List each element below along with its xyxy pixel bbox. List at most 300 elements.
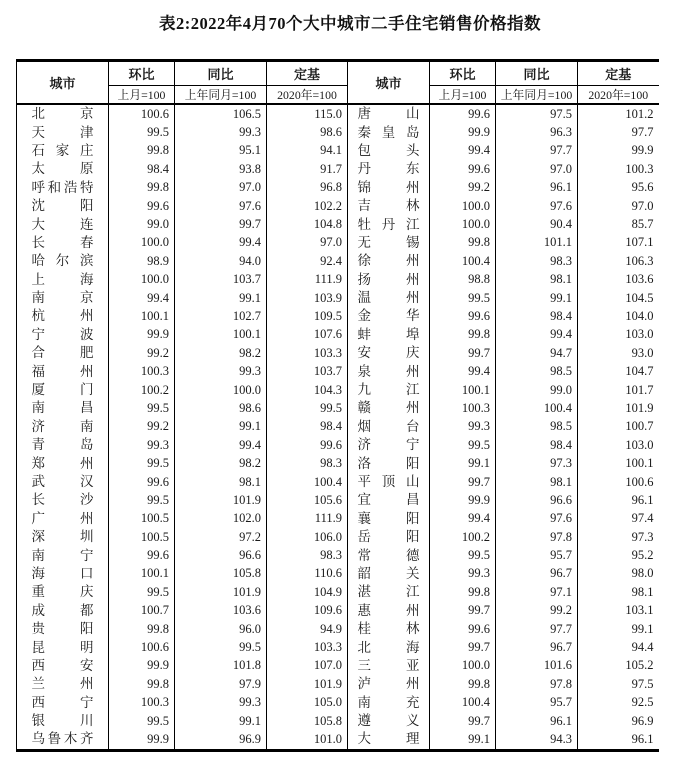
mom-value: 99.9 <box>109 730 175 750</box>
city-name: 唐 山 <box>357 106 420 122</box>
mom-value: 100.6 <box>109 638 175 656</box>
yoy-value: 97.6 <box>496 197 578 215</box>
yoy-value: 93.8 <box>175 160 267 178</box>
fixed-base-value: 107.0 <box>267 657 348 675</box>
yoy-value: 96.6 <box>496 491 578 509</box>
city-cell <box>348 638 430 656</box>
city-cell <box>348 289 430 307</box>
header-city-right: 城市 <box>348 61 430 105</box>
fixed-base-value: 94.9 <box>267 620 348 638</box>
city-cell <box>348 712 430 730</box>
fixed-base-value: 95.6 <box>631 180 654 195</box>
city-name: 丹 东 <box>357 161 420 177</box>
mom-value: 100.5 <box>109 510 175 528</box>
city-cell <box>17 565 109 583</box>
city-cell <box>348 399 430 417</box>
yoy-value: 97.8 <box>496 528 578 546</box>
table-row <box>17 418 659 436</box>
fixed-base-value: 99.9 <box>631 143 654 158</box>
mom-value: 100.0 <box>430 657 496 675</box>
fixed-base-value: 115.0 <box>267 104 348 123</box>
fixed-base-value: 103.3 <box>267 638 348 656</box>
city-cell <box>17 510 109 528</box>
city-cell <box>348 381 430 399</box>
city-name: 厦 门 <box>31 382 94 398</box>
table-row <box>17 142 659 160</box>
yoy-value: 102.7 <box>175 307 267 325</box>
fixed-base-value: 94.4 <box>631 640 654 655</box>
city-cell <box>17 620 109 638</box>
city-cell <box>17 271 109 289</box>
header-mom-left: 环比 <box>109 61 175 86</box>
city-cell <box>17 675 109 693</box>
mom-value: 99.4 <box>109 289 175 307</box>
fixed-base-value: 103.9 <box>267 289 348 307</box>
city-name: 杭 州 <box>31 308 94 324</box>
mom-value: 99.7 <box>430 638 496 656</box>
city-name: 蚌 埠 <box>357 326 420 342</box>
header-fixed-base-left: 2020年=100 <box>267 86 348 105</box>
mom-value: 99.2 <box>109 344 175 362</box>
mom-value: 99.3 <box>430 565 496 583</box>
city-cell <box>17 160 109 178</box>
city-name: 宁 波 <box>31 326 94 342</box>
city-name: 大 连 <box>31 216 94 232</box>
city-name: 广 州 <box>31 510 94 526</box>
table-row <box>17 326 659 344</box>
fixed-base-value: 95.2 <box>631 548 654 563</box>
fixed-base-value: 96.9 <box>631 713 654 728</box>
city-name: 烟 台 <box>357 418 420 434</box>
city-name: 泉 州 <box>357 363 420 379</box>
mom-value: 99.6 <box>430 620 496 638</box>
fixed-base-value: 101.9 <box>267 675 348 693</box>
yoy-value: 99.3 <box>175 694 267 712</box>
city-cell <box>348 473 430 491</box>
city-cell <box>348 694 430 712</box>
yoy-value: 99.3 <box>175 123 267 141</box>
city-name: 湛 江 <box>357 584 420 600</box>
mom-value: 100.5 <box>109 528 175 546</box>
mom-value: 99.0 <box>109 215 175 233</box>
yoy-value: 100.0 <box>175 381 267 399</box>
mom-value: 100.0 <box>430 215 496 233</box>
city-cell <box>17 436 109 454</box>
fixed-base-value: 96.8 <box>267 179 348 197</box>
table-row <box>17 179 659 197</box>
fixed-base-value: 100.3 <box>625 161 654 176</box>
fixed-base-value: 85.7 <box>631 217 654 232</box>
fixed-base-value: 109.6 <box>267 602 348 620</box>
mom-value: 99.5 <box>109 454 175 472</box>
city-cell <box>17 344 109 362</box>
city-name: 昆 明 <box>31 639 94 655</box>
yoy-value: 97.6 <box>175 197 267 215</box>
yoy-value: 98.2 <box>175 344 267 362</box>
mom-value: 99.8 <box>430 234 496 252</box>
table-row <box>17 638 659 656</box>
fixed-base-value: 97.3 <box>631 529 654 544</box>
fixed-base-value: 109.5 <box>267 307 348 325</box>
city-cell <box>348 179 430 197</box>
fixed-base-value: 96.1 <box>631 492 654 507</box>
fixed-base-value: 104.5 <box>625 290 654 305</box>
city-cell <box>348 730 430 750</box>
city-cell <box>348 104 430 123</box>
header-city-left: 城市 <box>17 61 109 105</box>
mom-value: 98.8 <box>430 271 496 289</box>
fixed-base-value: 103.1 <box>625 603 654 618</box>
city-cell <box>17 546 109 564</box>
mom-value: 99.6 <box>430 160 496 178</box>
mom-value: 100.0 <box>430 197 496 215</box>
yoy-value: 98.5 <box>496 418 578 436</box>
city-name: 惠 州 <box>357 602 420 618</box>
table-row <box>17 436 659 454</box>
mom-value: 99.8 <box>109 142 175 160</box>
city-cell <box>348 675 430 693</box>
city-cell <box>17 730 109 750</box>
table-row <box>17 528 659 546</box>
yoy-value: 98.5 <box>496 362 578 380</box>
yoy-value: 96.1 <box>496 179 578 197</box>
yoy-value: 95.7 <box>496 694 578 712</box>
fixed-base-value: 98.3 <box>267 546 348 564</box>
city-name: 济 南 <box>31 418 94 434</box>
city-name: 温 州 <box>357 290 420 306</box>
city-cell <box>348 271 430 289</box>
yoy-value: 98.4 <box>496 436 578 454</box>
city-cell <box>17 712 109 730</box>
fixed-base-value: 110.6 <box>267 565 348 583</box>
yoy-value: 97.6 <box>496 510 578 528</box>
yoy-value: 98.2 <box>175 454 267 472</box>
mom-value: 99.5 <box>109 399 175 417</box>
header-mom-base-left: 上月=100 <box>109 86 175 105</box>
city-cell <box>348 602 430 620</box>
header-yoy-right: 同比 <box>496 61 578 86</box>
table-row <box>17 694 659 712</box>
table-header <box>17 61 659 105</box>
table-row <box>17 362 659 380</box>
city-name: 桂 林 <box>357 621 420 637</box>
city-name: 北 海 <box>357 639 420 655</box>
city-cell <box>348 491 430 509</box>
yoy-value: 101.1 <box>496 234 578 252</box>
mom-value: 99.7 <box>430 344 496 362</box>
city-cell <box>17 418 109 436</box>
city-cell <box>17 528 109 546</box>
city-cell <box>348 583 430 601</box>
table-row <box>17 712 659 730</box>
city-name: 三 亚 <box>357 657 420 673</box>
city-name: 锦 州 <box>357 179 420 195</box>
city-cell <box>348 620 430 638</box>
table-row <box>17 344 659 362</box>
mom-value: 99.5 <box>430 436 496 454</box>
yoy-value: 99.1 <box>175 712 267 730</box>
mom-value: 100.1 <box>109 565 175 583</box>
header-fixed-left: 定基 <box>267 61 348 86</box>
yoy-value: 98.3 <box>496 252 578 270</box>
city-name: 海 口 <box>31 565 94 581</box>
fixed-base-value: 98.1 <box>631 584 654 599</box>
city-name: 南 宁 <box>31 547 94 563</box>
yoy-value: 99.5 <box>175 638 267 656</box>
mom-value: 100.1 <box>109 307 175 325</box>
city-name: 重 庆 <box>31 584 94 600</box>
city-name: 长 沙 <box>31 492 94 508</box>
yoy-value: 97.5 <box>496 104 578 123</box>
yoy-value: 99.0 <box>496 381 578 399</box>
fixed-base-value: 96.1 <box>631 731 654 746</box>
yoy-value: 98.1 <box>175 473 267 491</box>
fixed-base-value: 100.7 <box>625 419 654 434</box>
yoy-value: 99.4 <box>175 436 267 454</box>
mom-value: 99.6 <box>109 197 175 215</box>
mom-value: 99.5 <box>430 289 496 307</box>
fixed-base-value: 94.1 <box>267 142 348 160</box>
mom-value: 99.7 <box>430 473 496 491</box>
fixed-base-value: 97.0 <box>631 198 654 213</box>
city-name: 石 家 庄 <box>31 142 94 158</box>
mom-value: 99.8 <box>430 675 496 693</box>
city-cell <box>348 546 430 564</box>
city-name: 北 京 <box>31 106 94 122</box>
fixed-base-value: 103.3 <box>267 344 348 362</box>
city-cell <box>17 362 109 380</box>
yoy-value: 98.6 <box>175 399 267 417</box>
mom-value: 100.4 <box>430 694 496 712</box>
mom-value: 99.5 <box>109 491 175 509</box>
city-name: 合 肥 <box>31 345 94 361</box>
city-name: 深 圳 <box>31 529 94 545</box>
city-name: 南 充 <box>357 694 420 710</box>
fixed-base-value: 104.9 <box>267 583 348 601</box>
mom-value: 99.8 <box>109 675 175 693</box>
city-name: 常 德 <box>357 547 420 563</box>
city-cell <box>17 215 109 233</box>
city-cell <box>17 381 109 399</box>
city-cell <box>348 436 430 454</box>
mom-value: 100.3 <box>109 362 175 380</box>
city-cell <box>348 160 430 178</box>
mom-value: 99.4 <box>430 142 496 160</box>
city-name: 成 都 <box>31 602 94 618</box>
header-yoy-left: 同比 <box>175 61 267 86</box>
city-cell <box>17 142 109 160</box>
yoy-value: 98.1 <box>496 271 578 289</box>
fixed-base-value: 91.7 <box>267 160 348 178</box>
fixed-base-value: 97.0 <box>267 234 348 252</box>
fixed-base-value: 98.0 <box>631 566 654 581</box>
city-name: 上 海 <box>31 271 94 287</box>
mom-value: 99.8 <box>430 583 496 601</box>
city-cell <box>348 344 430 362</box>
mom-value: 100.1 <box>430 381 496 399</box>
table-row <box>17 565 659 583</box>
city-cell <box>17 657 109 675</box>
fixed-base-value: 104.7 <box>625 364 654 379</box>
table-row <box>17 381 659 399</box>
yoy-value: 94.3 <box>496 730 578 750</box>
table-row <box>17 675 659 693</box>
yoy-value: 96.7 <box>496 638 578 656</box>
table-row <box>17 546 659 564</box>
city-cell <box>348 510 430 528</box>
header-row-main <box>17 61 659 86</box>
fixed-base-value: 99.5 <box>267 399 348 417</box>
mom-value: 99.9 <box>430 123 496 141</box>
city-cell <box>348 454 430 472</box>
yoy-value: 97.7 <box>496 142 578 160</box>
mom-value: 99.2 <box>109 418 175 436</box>
city-cell <box>348 123 430 141</box>
yoy-value: 96.9 <box>175 730 267 750</box>
yoy-value: 99.3 <box>175 362 267 380</box>
yoy-value: 95.1 <box>175 142 267 160</box>
fixed-base-value: 92.5 <box>631 695 654 710</box>
fixed-base-value: 100.4 <box>267 473 348 491</box>
table-row <box>17 491 659 509</box>
mom-value: 99.4 <box>430 510 496 528</box>
city-cell <box>17 104 109 123</box>
city-name: 西 安 <box>31 657 94 673</box>
yoy-value: 98.1 <box>496 473 578 491</box>
mom-value: 99.6 <box>430 104 496 123</box>
fixed-base-value: 104.8 <box>267 215 348 233</box>
mom-value: 99.1 <box>430 454 496 472</box>
fixed-base-value: 104.3 <box>267 381 348 399</box>
city-cell <box>348 657 430 675</box>
fixed-base-value: 101.9 <box>625 400 654 415</box>
fixed-base-value: 99.6 <box>267 436 348 454</box>
header-yoy-base-right: 上年同月=100 <box>496 86 578 105</box>
yoy-value: 97.0 <box>496 160 578 178</box>
city-name: 遵 义 <box>357 713 420 729</box>
table-row <box>17 252 659 270</box>
mom-value: 99.5 <box>430 546 496 564</box>
table-title: 表2:2022年4月70个大中城市二手住宅销售价格指数 <box>159 14 541 33</box>
city-name: 郑 州 <box>31 455 94 471</box>
fixed-base-value: 100.6 <box>625 474 654 489</box>
city-cell <box>17 491 109 509</box>
city-name: 宜 昌 <box>357 492 420 508</box>
table-row <box>17 583 659 601</box>
city-cell <box>348 215 430 233</box>
mom-value: 98.4 <box>109 160 175 178</box>
city-name: 平 顶 山 <box>357 474 420 489</box>
header-fixed-right: 定基 <box>578 61 659 86</box>
city-name: 无 锡 <box>357 234 420 250</box>
city-cell <box>17 234 109 252</box>
yoy-value: 100.4 <box>496 399 578 417</box>
city-cell <box>17 602 109 620</box>
city-cell <box>17 197 109 215</box>
fixed-base-value: 97.5 <box>631 676 654 691</box>
table-row <box>17 602 659 620</box>
city-name: 济 宁 <box>357 437 420 453</box>
city-name: 南 昌 <box>31 400 94 416</box>
city-cell <box>348 234 430 252</box>
mom-value: 99.3 <box>109 436 175 454</box>
yoy-value: 103.7 <box>175 271 267 289</box>
city-name: 安 庆 <box>357 345 420 361</box>
fixed-base-value: 103.0 <box>625 327 654 342</box>
city-name: 贵 阳 <box>31 621 94 637</box>
mom-value: 99.6 <box>109 473 175 491</box>
yoy-value: 100.1 <box>175 326 267 344</box>
mom-value: 99.7 <box>430 602 496 620</box>
city-name: 武 汉 <box>31 474 94 489</box>
yoy-value: 97.9 <box>175 675 267 693</box>
city-name: 秦 皇 岛 <box>357 124 420 140</box>
fixed-base-value: 103.6 <box>625 272 654 287</box>
city-name: 洛 阳 <box>357 455 420 471</box>
price-index-table <box>16 59 659 752</box>
yoy-value: 97.7 <box>496 620 578 638</box>
fixed-base-value: 97.7 <box>631 125 654 140</box>
fixed-base-value: 103.7 <box>267 362 348 380</box>
city-cell <box>17 454 109 472</box>
city-name: 南 京 <box>31 290 94 306</box>
mom-value: 99.9 <box>430 491 496 509</box>
city-cell <box>348 326 430 344</box>
table-row <box>17 104 659 123</box>
table-row <box>17 160 659 178</box>
city-name: 乌 鲁 木 齐 <box>31 731 94 747</box>
yoy-value: 97.2 <box>175 528 267 546</box>
fixed-base-value: 106.3 <box>625 253 654 268</box>
mom-value: 99.5 <box>109 583 175 601</box>
city-name: 金 华 <box>357 308 420 324</box>
mom-value: 99.5 <box>109 123 175 141</box>
mom-value: 98.9 <box>109 252 175 270</box>
city-cell <box>348 528 430 546</box>
yoy-value: 97.1 <box>496 583 578 601</box>
yoy-value: 98.4 <box>496 307 578 325</box>
mom-value: 100.7 <box>109 602 175 620</box>
city-name: 包 头 <box>357 142 420 158</box>
fixed-base-value: 99.1 <box>631 621 654 636</box>
fixed-base-value: 98.3 <box>267 454 348 472</box>
city-name: 韶 关 <box>357 565 420 581</box>
mom-value: 99.9 <box>109 657 175 675</box>
city-name: 哈 尔 滨 <box>31 253 94 269</box>
city-cell <box>348 252 430 270</box>
mom-value: 99.1 <box>430 730 496 750</box>
yoy-value: 105.8 <box>175 565 267 583</box>
city-cell <box>17 638 109 656</box>
yoy-value: 101.6 <box>496 657 578 675</box>
fixed-base-value: 102.2 <box>267 197 348 215</box>
table-row <box>17 454 659 472</box>
table-row <box>17 307 659 325</box>
header-mom-right: 环比 <box>430 61 496 86</box>
city-cell <box>17 123 109 141</box>
city-name: 牡 丹 江 <box>357 216 420 232</box>
mom-value: 100.0 <box>109 271 175 289</box>
fixed-base-value: 92.4 <box>267 252 348 270</box>
city-name: 天 津 <box>31 124 94 140</box>
fixed-base-value: 105.0 <box>267 694 348 712</box>
city-cell <box>17 326 109 344</box>
fixed-base-value: 106.0 <box>267 528 348 546</box>
city-cell <box>348 142 430 160</box>
header-yoy-base-left: 上年同月=100 <box>175 86 267 105</box>
table-row <box>17 123 659 141</box>
city-cell <box>17 583 109 601</box>
